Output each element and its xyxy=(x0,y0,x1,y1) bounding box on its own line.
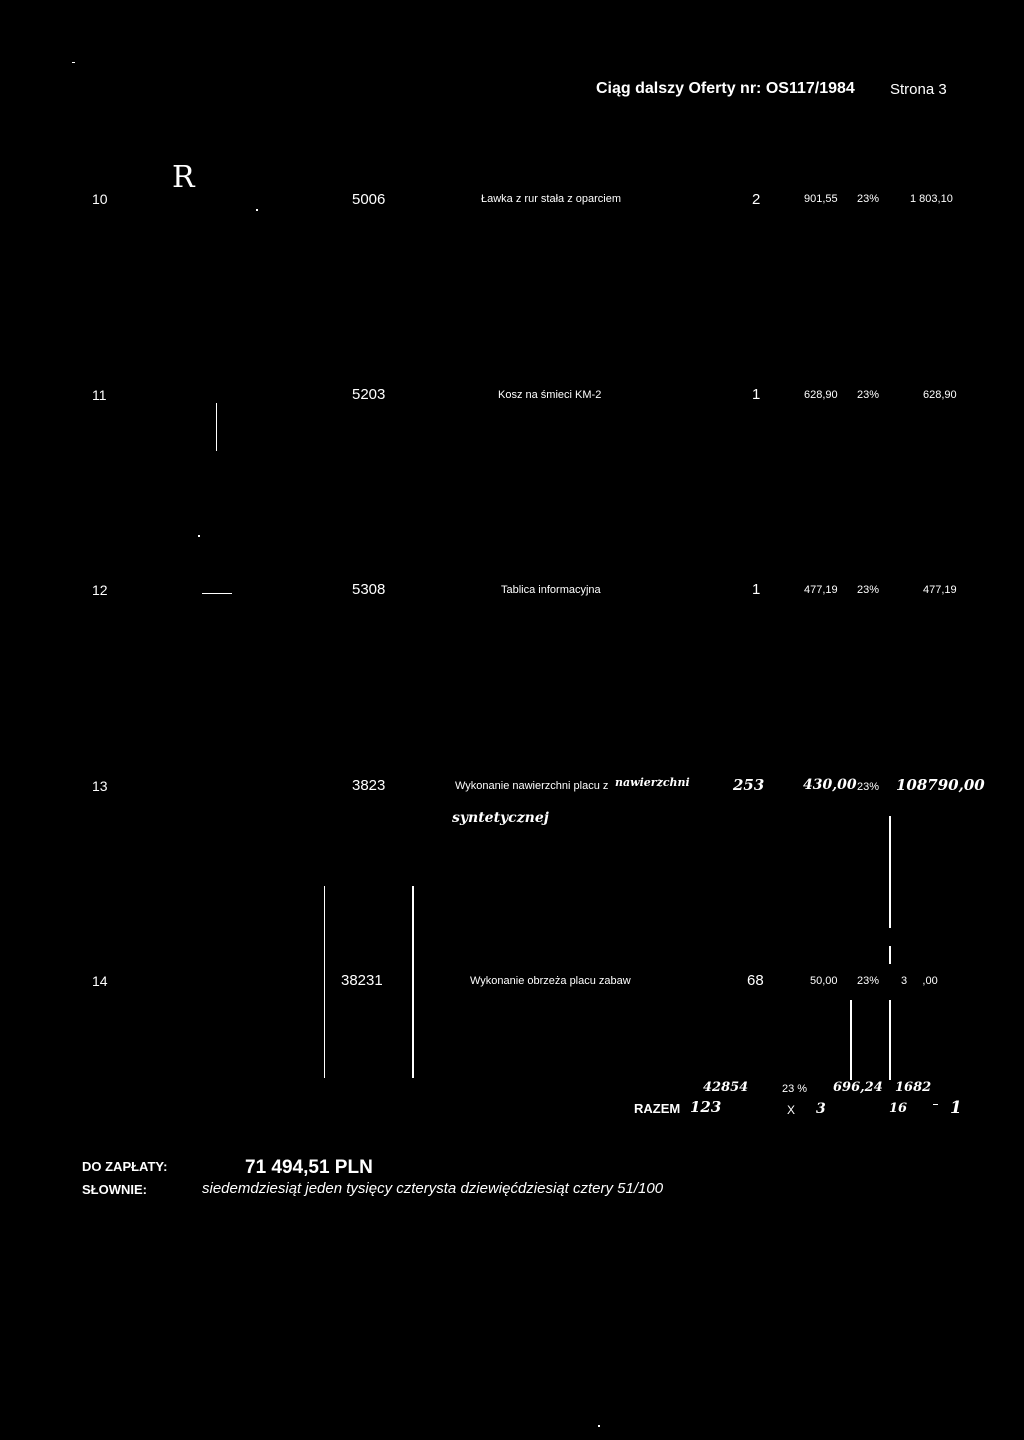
item-code: 5006 xyxy=(352,191,386,208)
scan-line xyxy=(889,946,891,964)
item-quantity: 2 xyxy=(752,191,761,208)
item-unit-price: 901,55 xyxy=(804,193,838,205)
item-total: 1 803,10 xyxy=(910,193,953,205)
scan-line xyxy=(324,886,325,1078)
item-code: 5308 xyxy=(352,581,386,598)
scan-line xyxy=(412,886,414,1078)
item-quantity: 1 xyxy=(752,581,761,598)
item-description: Tablica informacyjna xyxy=(501,584,601,596)
handwritten-quantity: 253 xyxy=(733,776,765,794)
page-number: Strona 3 xyxy=(890,81,947,98)
handwritten-description: nawierzchni xyxy=(615,776,690,789)
item-unit-price: 50,00 xyxy=(810,975,838,987)
handwritten-vat-sum: 696,24 xyxy=(833,1080,883,1095)
handwritten-net-total: 123 xyxy=(690,1098,722,1116)
handwritten-description-line2: syntetycznej xyxy=(452,810,549,826)
item-vat: 23% xyxy=(857,975,880,987)
handwritten-subtotal: 16 xyxy=(889,1101,908,1116)
row-number: 10 xyxy=(92,191,108,207)
row-number: 12 xyxy=(92,582,108,598)
item-total: 477,19 xyxy=(923,584,957,596)
handwritten-unit-price: 430,00 xyxy=(803,777,857,793)
amount-in-words: siedemdziesiąt jeden tysięcy czterysta dziewięćdziesiąt cztery 51/100 xyxy=(202,1180,664,1197)
handwritten-total: 108790,00 xyxy=(896,776,985,794)
scan-speck xyxy=(198,535,200,537)
item-unit-price: 477,19 xyxy=(804,584,838,596)
scan-speck xyxy=(598,1425,600,1427)
pen-stroke xyxy=(216,403,217,451)
scan-line xyxy=(889,816,891,928)
multiply-label: X xyxy=(787,1103,796,1117)
razem-label: RAZEM xyxy=(634,1101,681,1116)
to-pay-amount: 71 494,51 PLN xyxy=(245,1157,373,1178)
item-total: 628,90 xyxy=(923,389,957,401)
pen-stroke xyxy=(933,1104,938,1105)
scan-speck xyxy=(72,62,75,63)
item-vat: 23% xyxy=(857,389,880,401)
item-description: Ławka z rur stała z oparciem xyxy=(481,193,621,205)
item-unit-price: 628,90 xyxy=(804,389,838,401)
vat-rate-label: 23 % xyxy=(782,1083,808,1095)
handwritten-final: 1 xyxy=(950,1098,962,1118)
handwritten-vat-sum-2: 1682 xyxy=(895,1080,932,1095)
item-description: Wykonanie obrzeża placu zabaw xyxy=(470,975,631,987)
scan-speck xyxy=(256,209,258,211)
item-total: 3 ,00 xyxy=(901,975,938,987)
scan-line xyxy=(850,1000,852,1080)
in-words-label: SŁOWNIE: xyxy=(82,1182,147,1197)
item-vat: 23% xyxy=(857,781,880,793)
row-number: 14 xyxy=(92,973,108,989)
scan-line xyxy=(889,1000,891,1080)
item-code: 5203 xyxy=(352,386,386,403)
item-quantity: 68 xyxy=(747,972,764,989)
pen-stroke xyxy=(202,593,232,594)
row-number: 13 xyxy=(92,778,108,794)
handwritten-mark: R xyxy=(172,160,195,195)
item-vat: 23% xyxy=(857,584,880,596)
item-description: Wykonanie nawierzchni placu z xyxy=(455,780,609,792)
row-number: 11 xyxy=(92,387,107,403)
handwritten-net-sum: 42854 xyxy=(703,1080,749,1095)
item-code: 38231 xyxy=(341,972,383,989)
to-pay-label: DO ZAPŁATY: xyxy=(82,1159,168,1174)
handwritten-multiplier: 3 xyxy=(816,1101,826,1117)
offer-title: Ciąg dalszy Oferty nr: OS117/1984 xyxy=(596,80,855,97)
item-quantity: 1 xyxy=(752,386,761,403)
item-vat: 23% xyxy=(857,193,880,205)
item-code: 3823 xyxy=(352,777,386,794)
item-description: Kosz na śmieci KM-2 xyxy=(498,389,602,401)
